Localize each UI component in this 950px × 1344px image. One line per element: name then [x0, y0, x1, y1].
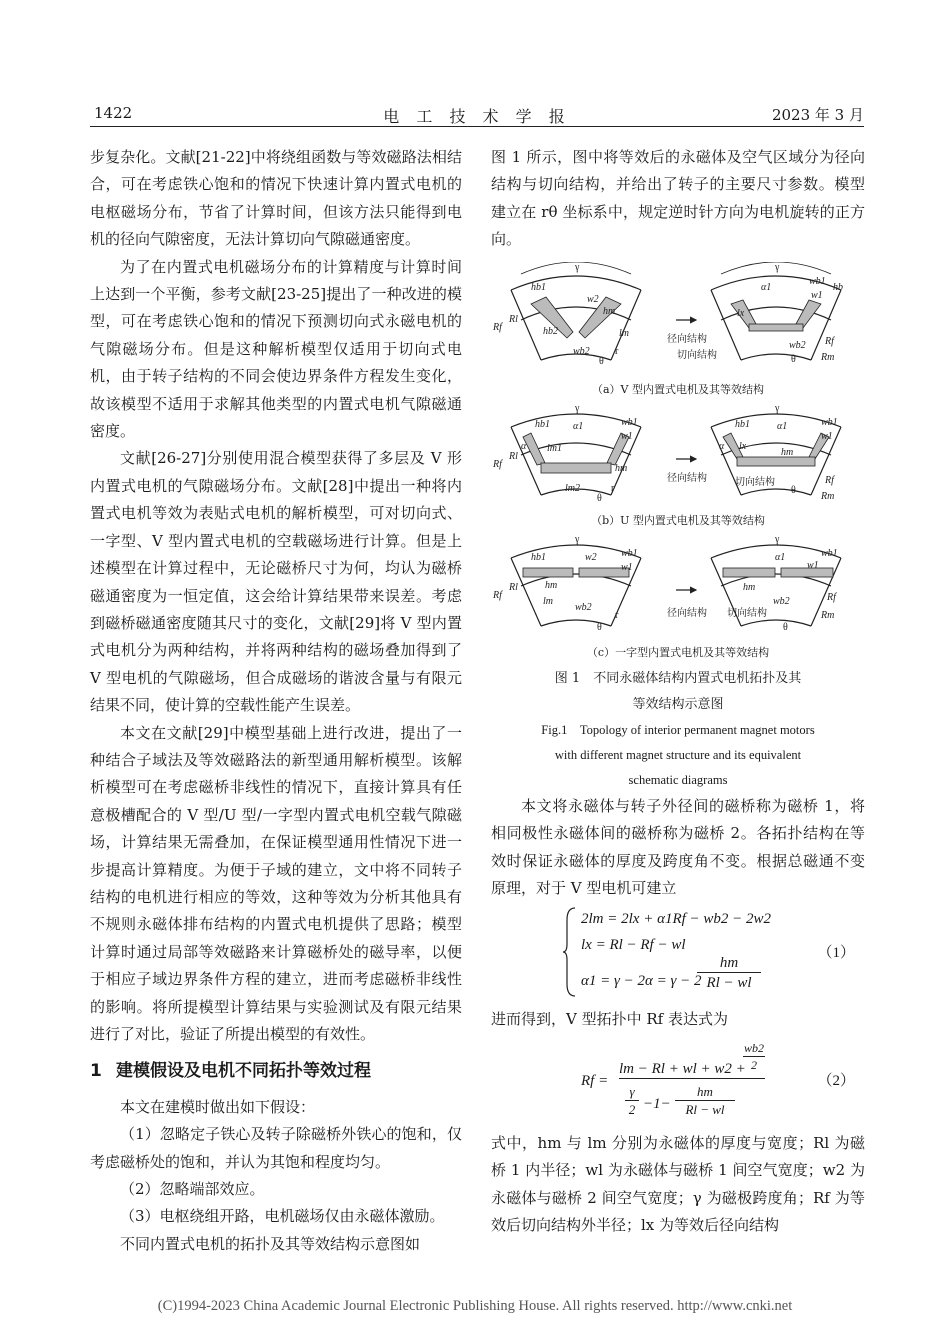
- assumption-item: （2）忽略端部效应。: [120, 1180, 265, 1199]
- paragraph: 为了在内置式电机磁场分布的计算精度与计算时间上达到一个平衡，参考文献[23-25]提出了一种改进的模型，可在考虑铁心饱和的情况下预测切向式永磁电机的气隙磁场分布。但是这种解析模型仅适用于切向式电机，由于转子结构的不同会使边界条件方程发生变化，故该模型不适用于求解其他类型的内置式电机气隙磁通密度。: [90, 257, 462, 441]
- label-alpha1: α1: [573, 421, 584, 433]
- label-lm: lm: [619, 327, 629, 339]
- eq2-den-frac-g: [625, 1083, 639, 1118]
- paragraph: 本文在文献[29]中模型基础上进行改进，提出了一种结合子域法及等效磁路法的新型通用解析模型。该解析模型可在考虑磁桥非线性的情况下，直接计算具有任意极槽配合的 V 型/U 型/一字型内置式电机空载气隙磁场，计算结果无需叠加，在保证模型通用性情况下进一步提高计算精度。为便于子域的建立，文中将不同转子结构的电机进行相应的等效，这种等效为分析其他具有不规则永磁体排布结构的内置式电机提供了思路；模型计算时通过局部等效磁路来计算磁桥处的磁导率，以便于相应子域边界条件方程的建立，进而考虑磁桥非线性的影响。将所提模型计算结果与实验测试及有限元结果进行了对比，验证了所提出模型的有效性。: [90, 723, 462, 1043]
- eq2-numerator: [619, 1038, 765, 1078]
- eq2-num-frac: [743, 1040, 765, 1073]
- label-alpha1: α1: [761, 281, 772, 293]
- eq2-den-frac: [675, 1083, 735, 1118]
- eq1-line1: 2lm = 2lx + α1Rf − wb2 − 2w2: [581, 911, 772, 928]
- label-r: r: [615, 345, 619, 357]
- subcaption-a: （a）V 型内置式电机及其等效结构: [592, 383, 764, 397]
- label-alpha1: α1: [777, 421, 788, 433]
- equation-number: （1）: [817, 945, 855, 962]
- eq2-den-frac-bot: Rl − wl: [675, 1100, 735, 1118]
- page-footer: (C)1994-2023 China Academic Journal Electronic Publishing House. All rights reserved. http://www.cnki.net: [157, 1298, 793, 1314]
- label-w1: w1: [821, 431, 833, 443]
- label-gamma: γ: [575, 261, 580, 273]
- label-tangential: 切向结构: [677, 349, 717, 361]
- caption-en-line: with different magnet structure and its equivalent: [554, 747, 802, 762]
- eq2-denominator: [619, 1078, 765, 1123]
- label-wb1: wb1: [621, 417, 638, 429]
- eq2-fraction: [619, 1038, 765, 1123]
- label-Rf: Rf: [493, 590, 502, 602]
- label-hm: hm: [743, 582, 756, 594]
- label-w1: w1: [621, 562, 633, 574]
- caption-cn-line: 等效结构示意图: [632, 696, 724, 712]
- label-hb1: hb1: [735, 419, 750, 431]
- eq2-num-frac-top: wb2: [743, 1040, 764, 1055]
- label-w1: w1: [807, 560, 819, 572]
- eq2-num-main: lm − Rl + wl + w2 +: [619, 1060, 746, 1077]
- label-r: r: [611, 483, 615, 495]
- eq2-lhs: Rf =: [581, 1072, 609, 1089]
- label-theta: θ: [597, 493, 602, 504]
- label-r: r: [615, 610, 619, 622]
- label-hb1: hb1: [531, 552, 546, 564]
- label-gamma: γ: [575, 403, 580, 415]
- paragraph: 步复杂化。文献[21-22]中将绕组函数与等效磁路法相结合，可在考虑铁心饱和的情况下快速计算内置式电机的电枢磁场分布，节省了计算时间，但该方法只能得到电机的径向气隙密度，无法计算切向气隙磁通密度。: [90, 148, 462, 249]
- label-hm: hm: [781, 447, 794, 459]
- label-wb1: wb1: [821, 548, 838, 560]
- label-lx: lx: [739, 441, 747, 453]
- label-theta: θ: [597, 622, 602, 634]
- label-wb1: wb1: [809, 275, 826, 287]
- label-radial: 径向结构: [667, 473, 707, 485]
- left-column: [90, 144, 462, 1258]
- page-number: 1422: [94, 104, 133, 122]
- paragraph: 文献[26-27]分别使用混合模型获得了多层及 V 形内置式电机的气隙磁场分布。文献[28]中提出一种将内置式电机等效为表贴式电机的解析模型，可对切向式、一字型、V 型内置式电机的空载磁场进行计算。但是上述模型在计算过程中，无论磁桥尺寸为何，均认为磁桥磁通密度为一恒定值，这会给计算结果带来误差。考虑到磁桥磁通密度随其尺寸的变化，文献[29]将 V 型内置式电机分为两种结构，并将两种结构的磁场叠加得到了 V 型电机的气隙磁场，但合成磁场的谐波含量与有限元结果不同，使计算的空载性能产生误差。: [90, 449, 462, 715]
- label-wb2: wb2: [575, 602, 592, 614]
- label-alpha: α: [521, 441, 527, 453]
- paragraph: 图 1 所示，图中将等效后的永磁体及空气区域分为径向结构与切向结构，并给出了转子的主要尺寸参数。模型建立在 rθ 坐标系中，规定逆时针方向为电机旋转的正方向。: [491, 148, 865, 249]
- label-wb2: wb2: [773, 596, 790, 608]
- paragraph: 不同内置式电机的拓扑及其等效结构示意图如: [120, 1234, 421, 1253]
- label-lm2: lm2: [565, 483, 580, 495]
- label-hm: hm: [545, 580, 558, 592]
- label-lm: lm: [543, 596, 553, 608]
- paragraph: 进而得到，V 型拓扑中 Rf 表达式为: [491, 1010, 728, 1029]
- label-Rm: Rm: [821, 610, 835, 622]
- label-Rl: Rl: [509, 582, 518, 594]
- assumption-item: （3）电枢绕组开路，电机磁场仅由永磁体激励。: [120, 1207, 445, 1226]
- label-Rf: Rf: [493, 459, 502, 471]
- page-header: [90, 100, 864, 127]
- eq1-frac: [697, 954, 761, 993]
- label-Rf: Rf: [825, 475, 834, 487]
- eq2-den-mid: −1−: [643, 1095, 671, 1112]
- label-hb2: hb2: [543, 325, 558, 337]
- right-column: [491, 144, 865, 1240]
- equation-1: [491, 906, 865, 1002]
- caption-en-line: schematic diagrams: [628, 772, 728, 787]
- label-gamma: γ: [775, 261, 780, 273]
- eq2-den-frac-g-top: γ: [629, 1083, 635, 1099]
- paragraph: 本文在建模时做出如下假设：: [120, 1097, 316, 1116]
- label-hm: hm: [615, 463, 628, 475]
- eq2-num-frac-bot: 2: [743, 1056, 765, 1073]
- label-hb1: hb1: [535, 419, 550, 431]
- figure-1c-diagram: [491, 534, 865, 634]
- figure-1b-diagram: [491, 403, 865, 503]
- subcaption-c: （c）一字型内置式电机及其等效结构: [586, 645, 770, 659]
- paragraph: 式中，hm 与 lm 分别为永磁体的厚度与宽度；Rl 为磁桥 1 内半径；wl 为永磁体与磁桥 1 间空气宽度；w2 为永磁体与磁桥 2 间空气宽度；γ 为磁极跨度角；Rf 为等效后切向结构外半径；lx 为等效后径向结构: [491, 1133, 865, 1235]
- label-w1: w1: [621, 431, 633, 443]
- label-wb2: wb2: [573, 345, 590, 357]
- eq2-den-frac-top: hm: [697, 1083, 713, 1099]
- figure-caption-cn: [491, 666, 865, 718]
- section-number: 1: [90, 1061, 102, 1082]
- label-radial: 径向结构: [667, 608, 707, 620]
- label-w1: w1: [811, 289, 823, 301]
- eq1-frac-num: hm: [719, 955, 739, 972]
- figure-1a-diagram: [491, 262, 865, 372]
- label-alpha: α: [719, 441, 725, 453]
- label-theta: θ: [791, 353, 796, 365]
- label-wb1: wb1: [821, 417, 838, 429]
- brace-icon: [563, 906, 577, 998]
- label-gamma: γ: [775, 534, 780, 546]
- eq1-line2: lx = Rl − Rf − wl: [581, 937, 686, 954]
- equation-number: （2）: [817, 1072, 855, 1089]
- label-gamma: γ: [575, 534, 580, 546]
- subcaption-b: （b）U 型内置式电机及其等效结构: [591, 514, 765, 528]
- eq1-line3: α1 = γ − 2α = γ − 2: [581, 973, 702, 990]
- eq2-den-frac-g-bot: 2: [625, 1100, 639, 1118]
- figure-1: [491, 262, 865, 793]
- label-Rm: Rm: [821, 491, 835, 503]
- section-heading: [90, 1058, 462, 1085]
- label-Rf: Rf: [493, 321, 502, 333]
- paragraph: 本文将永磁体与转子外径间的磁桥称为磁桥 1，将相同极性永磁体间的磁桥称为磁桥 2。各拓扑结构在等效时保证永磁体的厚度及跨度角不变。根据总磁通不变原理，对于 V 型电机可建立: [491, 796, 865, 898]
- caption-en-line: Fig.1 Topology of interior permanent magnet motors: [541, 722, 815, 737]
- label-tangential: 切向结构: [727, 608, 767, 620]
- label-gamma: γ: [775, 403, 780, 415]
- label-alpha1: α1: [775, 552, 786, 564]
- label-w2: w2: [587, 293, 599, 305]
- section-title: 建模假设及电机不同拓扑等效过程: [116, 1061, 371, 1082]
- label-wb2: wb2: [789, 339, 806, 351]
- assumption-item: （1）忽略定子铁心及转子除磁桥外铁心的饱和，仅考虑磁桥处的饱和，并认为其饱和程度均匀。: [90, 1125, 462, 1171]
- eq1-frac-den: Rl − wl: [697, 972, 761, 993]
- label-Rl: Rl: [509, 313, 518, 325]
- label-hb1: hb1: [531, 281, 546, 293]
- label-wb1: wb1: [621, 548, 638, 560]
- label-hb: hb: [833, 281, 843, 293]
- figure-caption-en: [491, 718, 865, 793]
- label-lm1: lm1: [547, 443, 562, 455]
- equation-2: [491, 1038, 865, 1124]
- label-theta: θ: [791, 485, 796, 497]
- label-lx: lx: [737, 307, 745, 319]
- label-theta: θ: [783, 622, 788, 634]
- label-Rf: Rf: [825, 335, 834, 347]
- label-radial: 径向结构: [667, 333, 707, 345]
- issue-date: 2023 年 3 月: [771, 106, 864, 124]
- label-hm: hm: [603, 305, 616, 317]
- label-Rf: Rf: [827, 592, 836, 604]
- label-theta: θ: [599, 355, 604, 367]
- label-Rm: Rm: [821, 351, 835, 363]
- label-w2: w2: [585, 552, 597, 564]
- caption-cn-line: 图 1 不同永磁体结构内置式电机拓扑及其: [554, 670, 802, 686]
- label-Rl: Rl: [509, 451, 518, 463]
- journal-title: 电 工 技 术 学 报: [383, 107, 571, 126]
- label-tangential: 切向结构: [735, 477, 775, 489]
